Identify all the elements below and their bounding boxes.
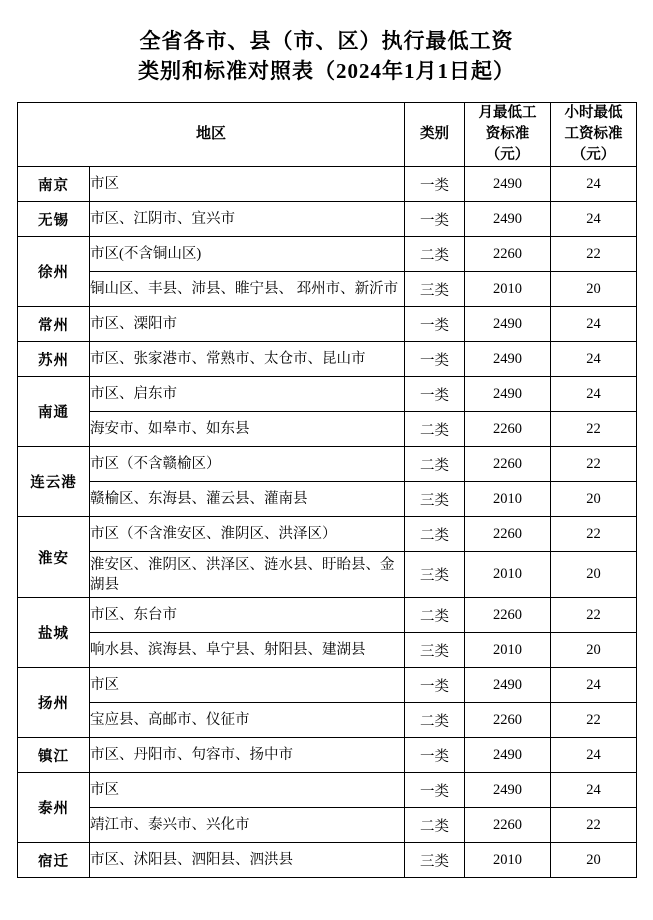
area-cell: 市区、丹阳市、句容市、扬中市 bbox=[90, 738, 405, 773]
table-row bbox=[18, 668, 637, 703]
area-cell: 市区、溧阳市 bbox=[90, 307, 405, 342]
hourly-wage-cell: 20 bbox=[551, 552, 637, 598]
city-cell: 南京 bbox=[18, 167, 90, 202]
monthly-wage-cell: 2010 bbox=[465, 633, 551, 668]
category-cell: 二类 bbox=[405, 517, 465, 552]
header-hourly-wage bbox=[551, 103, 637, 167]
category-cell: 二类 bbox=[405, 237, 465, 272]
category-cell: 一类 bbox=[405, 202, 465, 237]
monthly-wage-cell: 2260 bbox=[465, 808, 551, 843]
hourly-wage-cell: 22 bbox=[551, 412, 637, 447]
monthly-wage-cell: 2260 bbox=[465, 447, 551, 482]
table-row bbox=[18, 843, 637, 878]
area-cell: 市区(不含铜山区) bbox=[90, 237, 405, 272]
category-cell: 一类 bbox=[405, 342, 465, 377]
hourly-wage-cell: 24 bbox=[551, 668, 637, 703]
category-cell: 二类 bbox=[405, 703, 465, 738]
monthly-wage-cell: 2490 bbox=[465, 167, 551, 202]
table-row bbox=[18, 703, 637, 738]
category-cell: 一类 bbox=[405, 377, 465, 412]
hourly-wage-cell: 22 bbox=[551, 237, 637, 272]
hourly-wage-cell: 22 bbox=[551, 598, 637, 633]
category-cell: 一类 bbox=[405, 738, 465, 773]
table-row bbox=[18, 552, 637, 598]
category-cell: 三类 bbox=[405, 843, 465, 878]
city-cell: 常州 bbox=[18, 307, 90, 342]
monthly-wage-cell: 2010 bbox=[465, 843, 551, 878]
hourly-wage-cell: 22 bbox=[551, 517, 637, 552]
header-region bbox=[18, 103, 405, 167]
area-cell: 淮安区、淮阴区、洪泽区、涟水县、盱眙县、金湖县 bbox=[90, 552, 405, 598]
hourly-wage-cell: 24 bbox=[551, 773, 637, 808]
table-row bbox=[18, 482, 637, 517]
category-cell: 一类 bbox=[405, 307, 465, 342]
header-hourly-line-3: （元） bbox=[571, 147, 616, 163]
table-container bbox=[0, 102, 653, 878]
category-cell: 三类 bbox=[405, 482, 465, 517]
area-cell: 铜山区、丰县、沛县、睢宁县、 邳州市、新沂市 bbox=[90, 272, 405, 307]
monthly-wage-cell: 2010 bbox=[465, 552, 551, 598]
category-cell: 二类 bbox=[405, 808, 465, 843]
monthly-wage-cell: 2260 bbox=[465, 237, 551, 272]
city-cell: 宿迁 bbox=[18, 843, 90, 878]
table-row bbox=[18, 598, 637, 633]
monthly-wage-cell: 2010 bbox=[465, 482, 551, 517]
category-cell: 二类 bbox=[405, 598, 465, 633]
category-cell: 一类 bbox=[405, 773, 465, 808]
table-row bbox=[18, 167, 637, 202]
category-cell: 二类 bbox=[405, 412, 465, 447]
hourly-wage-cell: 24 bbox=[551, 377, 637, 412]
table-row bbox=[18, 237, 637, 272]
table-row bbox=[18, 517, 637, 552]
table-row bbox=[18, 342, 637, 377]
area-cell: 市区（不含赣榆区） bbox=[90, 447, 405, 482]
header-monthly-wage bbox=[465, 103, 551, 167]
city-cell: 淮安 bbox=[18, 517, 90, 598]
city-cell: 南通 bbox=[18, 377, 90, 447]
area-cell: 市区 bbox=[90, 668, 405, 703]
page-title bbox=[0, 0, 653, 102]
hourly-wage-cell: 24 bbox=[551, 202, 637, 237]
header-hourly-line-1: 小时最低 bbox=[564, 105, 623, 121]
table-row bbox=[18, 412, 637, 447]
table-header bbox=[18, 103, 637, 167]
monthly-wage-cell: 2260 bbox=[465, 598, 551, 633]
area-cell: 市区 bbox=[90, 167, 405, 202]
title-line-1: 全省各市、县（市、区）执行最低工资 bbox=[139, 29, 514, 53]
header-monthly-line-2: 资标准 bbox=[485, 126, 530, 142]
monthly-wage-cell: 2490 bbox=[465, 377, 551, 412]
table-row bbox=[18, 272, 637, 307]
monthly-wage-cell: 2490 bbox=[465, 738, 551, 773]
title-line-2: 类别和标准对照表（2024年1月1日起） bbox=[138, 59, 515, 83]
area-cell: 市区、东台市 bbox=[90, 598, 405, 633]
city-cell: 无锡 bbox=[18, 202, 90, 237]
monthly-wage-cell: 2490 bbox=[465, 342, 551, 377]
header-region-right: 区 bbox=[211, 126, 227, 142]
hourly-wage-cell: 22 bbox=[551, 703, 637, 738]
hourly-wage-cell: 20 bbox=[551, 843, 637, 878]
city-cell: 泰州 bbox=[18, 773, 90, 843]
area-cell: 市区、沭阳县、泗阳县、泗洪县 bbox=[90, 843, 405, 878]
city-cell: 镇江 bbox=[18, 738, 90, 773]
table-row bbox=[18, 377, 637, 412]
header-hourly-line-2: 工资标准 bbox=[564, 126, 623, 142]
header-monthly-line-3: （元） bbox=[485, 147, 530, 163]
category-cell: 三类 bbox=[405, 552, 465, 598]
header-region-left: 地 bbox=[195, 126, 211, 142]
table-row bbox=[18, 202, 637, 237]
hourly-wage-cell: 20 bbox=[551, 633, 637, 668]
monthly-wage-cell: 2490 bbox=[465, 773, 551, 808]
hourly-wage-cell: 24 bbox=[551, 738, 637, 773]
area-cell: 赣榆区、东海县、灌云县、灌南县 bbox=[90, 482, 405, 517]
category-cell: 三类 bbox=[405, 633, 465, 668]
city-cell: 连云港 bbox=[18, 447, 90, 517]
area-cell: 靖江市、泰兴市、兴化市 bbox=[90, 808, 405, 843]
hourly-wage-cell: 24 bbox=[551, 307, 637, 342]
header-monthly-line-1: 月最低工 bbox=[478, 105, 537, 121]
city-cell: 盐城 bbox=[18, 598, 90, 668]
hourly-wage-cell: 20 bbox=[551, 482, 637, 517]
area-cell: 市区 bbox=[90, 773, 405, 808]
header-category: 类别 bbox=[405, 103, 465, 167]
area-cell: 市区（不含淮安区、淮阴区、洪泽区） bbox=[90, 517, 405, 552]
table-row bbox=[18, 808, 637, 843]
hourly-wage-cell: 24 bbox=[551, 167, 637, 202]
hourly-wage-cell: 22 bbox=[551, 808, 637, 843]
monthly-wage-cell: 2260 bbox=[465, 412, 551, 447]
area-cell: 响水县、滨海县、阜宁县、射阳县、建湖县 bbox=[90, 633, 405, 668]
monthly-wage-cell: 2490 bbox=[465, 307, 551, 342]
area-cell: 市区、江阴市、宜兴市 bbox=[90, 202, 405, 237]
area-cell: 市区、启东市 bbox=[90, 377, 405, 412]
monthly-wage-cell: 2490 bbox=[465, 668, 551, 703]
table-row bbox=[18, 307, 637, 342]
hourly-wage-cell: 24 bbox=[551, 342, 637, 377]
category-cell: 一类 bbox=[405, 167, 465, 202]
monthly-wage-cell: 2010 bbox=[465, 272, 551, 307]
category-cell: 二类 bbox=[405, 447, 465, 482]
area-cell: 市区、张家港市、常熟市、太仓市、昆山市 bbox=[90, 342, 405, 377]
hourly-wage-cell: 22 bbox=[551, 447, 637, 482]
monthly-wage-cell: 2260 bbox=[465, 517, 551, 552]
hourly-wage-cell: 20 bbox=[551, 272, 637, 307]
area-cell: 海安市、如皋市、如东县 bbox=[90, 412, 405, 447]
city-cell: 苏州 bbox=[18, 342, 90, 377]
table-row bbox=[18, 633, 637, 668]
category-cell: 三类 bbox=[405, 272, 465, 307]
monthly-wage-cell: 2260 bbox=[465, 703, 551, 738]
monthly-wage-cell: 2490 bbox=[465, 202, 551, 237]
table-row bbox=[18, 773, 637, 808]
table-body bbox=[18, 167, 637, 878]
city-cell: 徐州 bbox=[18, 237, 90, 307]
category-cell: 一类 bbox=[405, 668, 465, 703]
city-cell: 扬州 bbox=[18, 668, 90, 738]
minimum-wage-table bbox=[17, 102, 637, 878]
area-cell: 宝应县、高邮市、仪征市 bbox=[90, 703, 405, 738]
table-row bbox=[18, 738, 637, 773]
table-row bbox=[18, 447, 637, 482]
